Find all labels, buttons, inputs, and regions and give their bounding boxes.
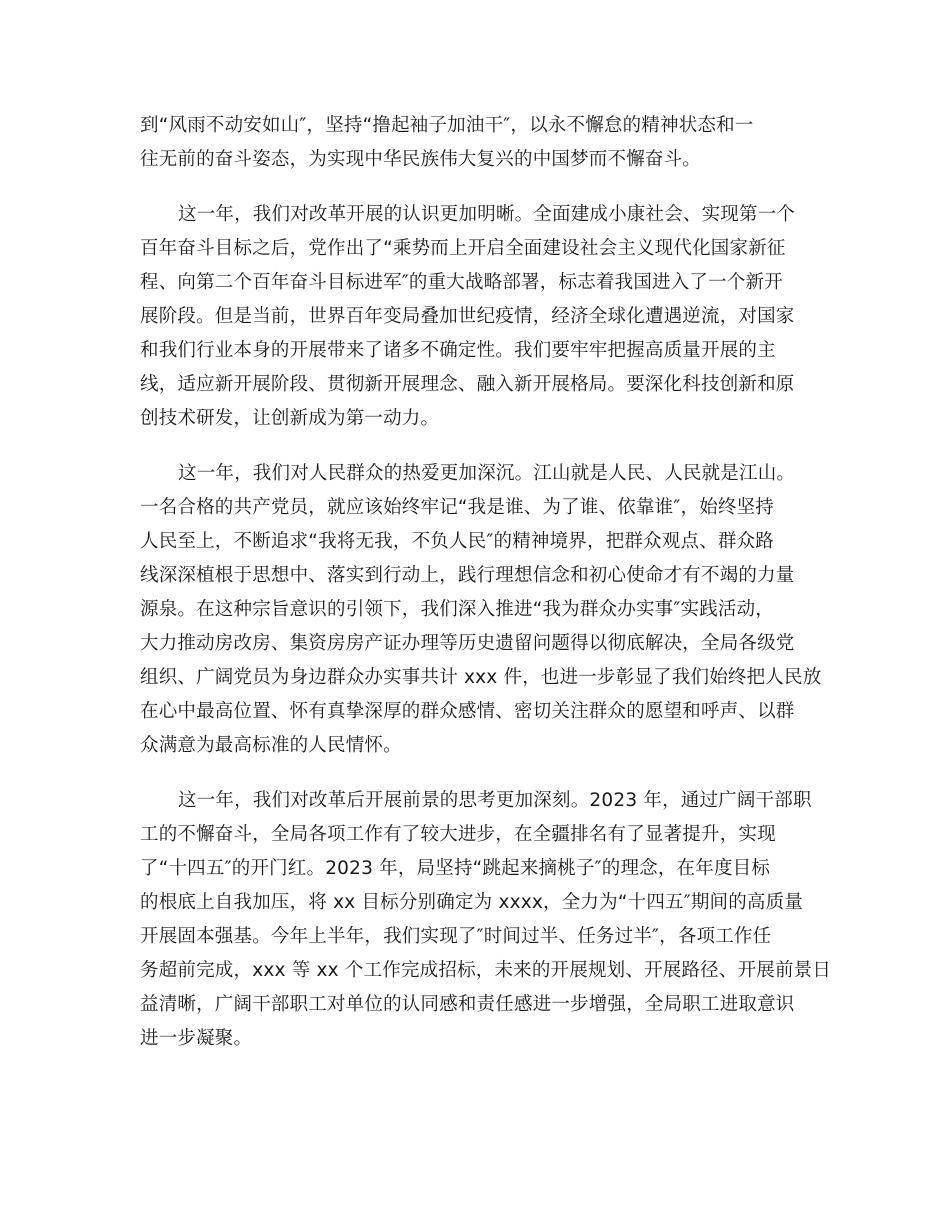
paragraph-3 <box>140 457 822 763</box>
paragraph-2 <box>140 198 810 436</box>
paragraph-1 <box>140 109 810 177</box>
text-line: 益清晰，广阔干部职工对单位的认同感和责任感进一步增强，全局职工进取意识 <box>140 994 795 1015</box>
text-line: 百年奋斗目标之后，党作出了“乘势而上开启全面建设社会主义现代化国家新征 <box>140 238 786 259</box>
text-line: 在心中最高位置、怀有真挚深厚的群众感情、密切关注群众的愿望和呼声、以群 <box>140 701 795 722</box>
text-line: 众满意为最高标准的人民情怀。 <box>140 735 402 756</box>
text-line: 进一步凝聚。 <box>140 1028 253 1049</box>
text-line: 线深深植根于思想中、落实到行动上，践行理想信念和初心使命才有不竭的力量 <box>140 565 795 586</box>
document-body <box>140 109 832 1077</box>
text-line: 务超前完成，xxx 等 xx 个工作完成招标，未来的开展规划、开展路径、开展前景日 <box>140 960 832 981</box>
text-line: 一名合格的共产党员，就应该始终牢记“我是谁、为了谁、依靠谁″，始终坚持 <box>140 497 774 518</box>
text-line: 这一年，我们对人民群众的热爱更加深沉。江山就是人民、人民就是江山。 <box>178 463 796 484</box>
text-line: 这一年，我们对改革开展的认识更加明晰。全面建成小康社会、实现第一个 <box>178 204 796 225</box>
text-line: 往无前的奋斗姿态，为实现中华民族伟大复兴的中国梦而不懈奋斗。 <box>140 149 702 170</box>
text-line: 创技术研发，让创新成为第一动力。 <box>140 408 440 429</box>
text-line: 和我们行业本身的开展带来了诸多不确定性。我们要牢牢把握高质量开展的主 <box>140 340 776 361</box>
text-line: 组织、广阔党员为身边群众办实事共计 xxx 件，也进一步彰显了我们始终把人民放 <box>140 667 822 688</box>
text-line: 的根底上自我加压，将 xx 目标分别确定为 xxxx，全力为“十四五″期间的高质量 <box>140 892 804 913</box>
text-line: 开展固本强基。今年上半年，我们实现了″时间过半、任务过半″，各项工作任 <box>140 926 772 947</box>
text-line: 线，适应新开展阶段、贯彻新开展理念、融入新开展格局。要深化科技创新和原 <box>140 374 795 395</box>
text-line: 展阶段。但是当前，世界百年变局叠加世纪疫情，经济全球化遭遇逆流，对国家 <box>140 306 795 327</box>
text-line: 了“十四五″的开门红。2023 年，局坚持“跳起来摘桃子″的理念，在年度目标 <box>140 858 771 879</box>
text-line: 工的不懈奋斗，全局各项工作有了较大进步，在全疆排名有了显著提升，实现 <box>140 824 776 845</box>
paragraph-4 <box>140 784 832 1056</box>
text-line: 人民至上，不断追求“我将无我，不负人民″的精神境界，把群众观点、群众路 <box>140 531 774 552</box>
text-line: 到“风雨不动安如山″，坚持“撸起袖子加油干″，以永不懈怠的精神状态和一 <box>140 115 754 136</box>
text-line: 源泉。在这种宗旨意识的引领下，我们深入推进“我为群众办实事″实践活动， <box>140 599 774 620</box>
text-line: 这一年，我们对改革后开展前景的思考更加深刻。2023 年，通过广阔干部职 <box>178 790 812 811</box>
text-line: 程、向第二个百年奋斗目标进军″的重大战略部署，标志着我国进入了一个新开 <box>140 272 783 293</box>
text-line: 大力推动房改房、集资房房产证办理等历史遗留问题得以彻底解决，全局各级党 <box>140 633 795 654</box>
